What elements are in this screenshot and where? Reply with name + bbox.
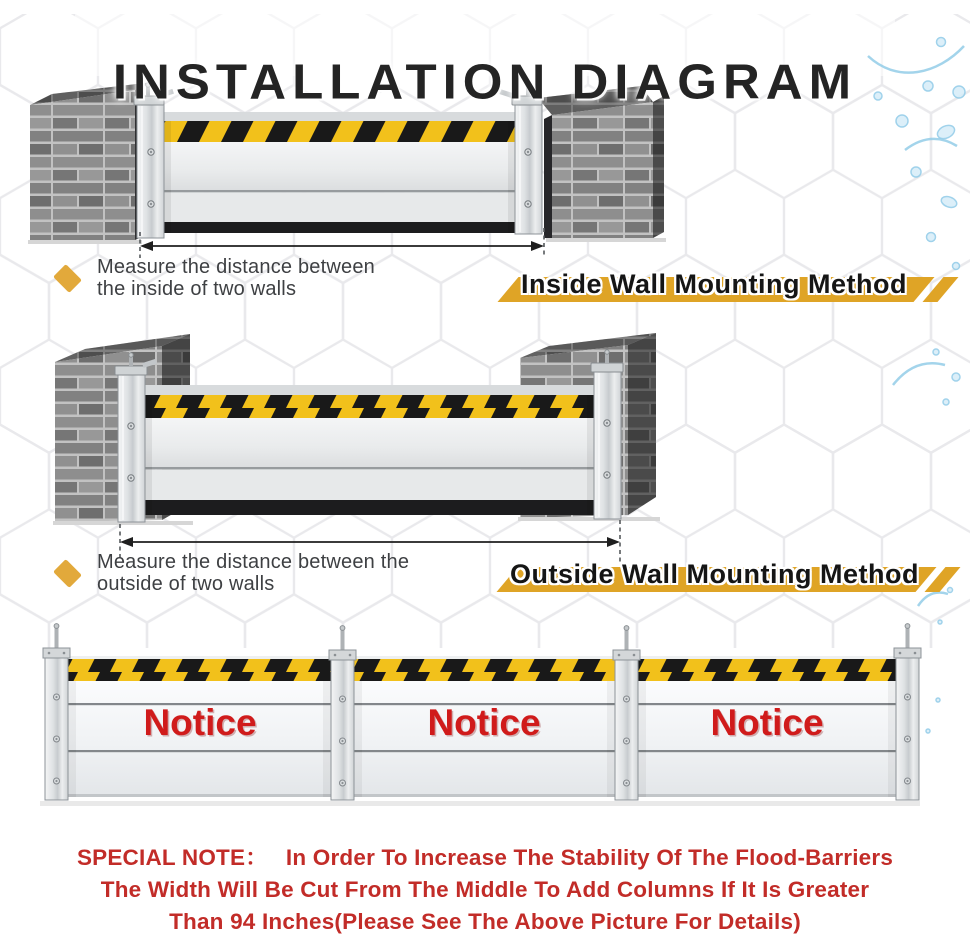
hazard-stripe bbox=[68, 659, 331, 681]
hazard-stripe bbox=[164, 121, 515, 142]
barrier-column-4 bbox=[894, 624, 921, 800]
special-note-line3: Than 94 Inches(Please See The Above Picture For Details) bbox=[169, 909, 801, 934]
outside-mounting-banner bbox=[493, 557, 936, 592]
inside-caption-line1: Measure the distance between bbox=[97, 256, 375, 278]
hazard-stripe bbox=[145, 395, 594, 418]
outside-mounting-banner-label: Outside Wall Mounting Method bbox=[510, 559, 919, 589]
hazard-stripe bbox=[638, 659, 896, 681]
notice-label-2: Notice bbox=[427, 702, 541, 743]
page-title: INSTALLATION DIAGRAM bbox=[112, 54, 858, 110]
notice-label-1: Notice bbox=[143, 702, 257, 743]
outside-mount-diagram bbox=[53, 333, 660, 562]
inside-mounting-banner-label: Inside Wall Mounting Method bbox=[521, 269, 907, 299]
diamond-bullet-icon bbox=[53, 559, 82, 588]
outside-caption-line2: outside of two walls bbox=[97, 573, 275, 595]
barrier-panel bbox=[145, 385, 594, 515]
special-note-line1-text: In Order To Increase The Stability Of The Flood-Barriers bbox=[285, 845, 894, 870]
inside-mounting-banner bbox=[494, 267, 934, 302]
inside-caption-line2: the inside of two walls bbox=[97, 278, 297, 300]
right-mount-post bbox=[591, 350, 623, 519]
notice-label-3: Notice bbox=[710, 702, 824, 743]
diamond-bullet-icon bbox=[53, 264, 82, 293]
outside-caption-line1: Measure the distance between the bbox=[97, 551, 410, 573]
barrier-column-3 bbox=[613, 626, 640, 800]
inside-caption bbox=[55, 256, 455, 300]
barrier-column-1 bbox=[43, 624, 70, 800]
special-note-line1 bbox=[0, 840, 970, 872]
barrier-column-2 bbox=[329, 626, 356, 800]
outside-caption bbox=[55, 551, 475, 595]
hazard-stripe bbox=[354, 659, 615, 681]
special-note-line2: The Width Will Be Cut From The Middle To Add Columns If It Is Greater bbox=[100, 877, 870, 902]
barrier-panel bbox=[164, 112, 515, 233]
special-note-prefix: SPECIAL NOTE： bbox=[76, 845, 268, 870]
